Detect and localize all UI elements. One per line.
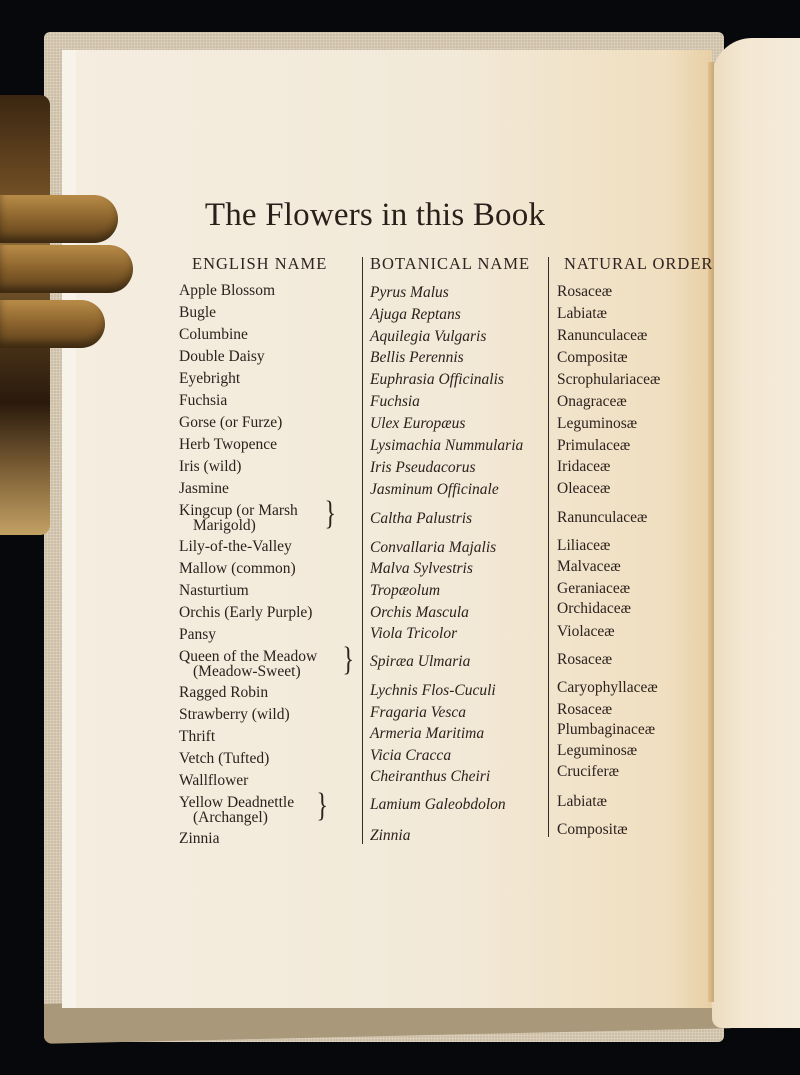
natural-order-cell: Scrophulariaceæ [557, 371, 661, 388]
botanical-name-cell: Orchis Mascula [370, 604, 469, 621]
english-name: Fuchsia [179, 392, 228, 409]
botanical-name-cell: Lychnis Flos-Cuculi [370, 682, 496, 699]
botanical-name-cell: Zinnia [370, 827, 411, 844]
natural-order-cell: Rosaceæ [557, 701, 613, 718]
natural-order-cell: Iridaceæ [557, 458, 611, 475]
english-name: Orchis (Early Purple) [179, 604, 313, 621]
english-name-cell [179, 773, 248, 788]
english-name: Zinnia [179, 830, 220, 847]
english-name-cell [179, 539, 292, 554]
english-name: Herb Twopence [179, 436, 278, 453]
english-name: Queen of the Meadow [179, 648, 318, 665]
english-name: Double Daisy [179, 348, 265, 365]
english-name: Gorse (or Furze) [179, 414, 283, 431]
botanical-name-cell: Ulex Europæus [370, 415, 466, 432]
botanical-name-cell: Viola Tricolor [370, 625, 458, 642]
english-name: Jasmine [179, 480, 229, 497]
natural-order-cell: Ranunculaceæ [557, 327, 648, 344]
natural-order-cell: Rosaceæ [557, 283, 613, 300]
english-name: Ragged Robin [179, 684, 269, 701]
column-divider [548, 257, 549, 837]
english-name: Eyebright [179, 370, 241, 387]
english-name-cell [179, 561, 296, 576]
botanical-name-cell: Jasminum Officinale [370, 481, 499, 498]
english-name: Pansy [179, 626, 217, 643]
english-name-line2: Marigold) [193, 517, 256, 534]
english-name-line2: (Archangel) [193, 809, 268, 826]
natural-order-cell: Liliaceæ [557, 537, 611, 554]
botanical-name-cell: Bellis Perennis [370, 349, 464, 366]
english-name-cell [179, 751, 269, 766]
column-header-botanical-name: BOTANICAL NAME [370, 254, 531, 273]
natural-order-cell: Malvaceæ [557, 558, 621, 575]
english-name: Bugle [179, 304, 217, 321]
natural-order-cell: Violaceæ [557, 623, 615, 640]
natural-order-cell: Leguminosæ [557, 742, 638, 759]
natural-order-cell: Compositæ [557, 821, 628, 838]
botanical-name-cell: Cheiranthus Cheiri [370, 768, 491, 785]
english-name-cell [179, 371, 240, 386]
english-name: Columbine [179, 326, 248, 343]
english-name: Thrift [179, 728, 216, 745]
english-name-cell [179, 685, 268, 700]
english-name-cell [179, 305, 216, 320]
english-name-cell [179, 437, 277, 452]
english-name-cell [179, 583, 249, 598]
english-name-cell [179, 605, 312, 620]
botanical-name-cell: Fragaria Vesca [370, 704, 467, 721]
natural-order-cell: Orchidaceæ [557, 600, 632, 617]
botanical-name-cell: Iris Pseudacorus [370, 459, 476, 476]
english-name: Iris (wild) [179, 458, 242, 475]
english-name-cell [179, 349, 265, 364]
natural-order-cell: Caryophyllaceæ [557, 679, 658, 696]
natural-order-cell: Onagraceæ [557, 393, 627, 410]
natural-order-cell: Leguminosæ [557, 415, 638, 432]
natural-order-cell: Labiatæ [557, 793, 607, 810]
left-page [62, 50, 712, 1008]
botanical-name-cell: Fuchsia [370, 393, 420, 410]
botanical-name-cell: Armeria Maritima [370, 725, 485, 742]
page-title-text: The Flowers in this Book [204, 197, 546, 233]
english-name-cell [179, 795, 294, 825]
english-name-cell [179, 459, 241, 474]
right-page [712, 38, 800, 1028]
english-name-cell [179, 415, 282, 430]
brass-finger [0, 300, 105, 348]
english-name-cell [179, 503, 298, 533]
english-name-cell [179, 327, 248, 342]
english-name: Apple Blossom [179, 282, 276, 299]
english-name: Strawberry (wild) [179, 706, 290, 723]
english-name-cell [179, 627, 216, 642]
english-name: Nasturtium [179, 582, 249, 599]
column-divider [362, 257, 363, 844]
botanical-name-cell: Aquilegia Vulgaris [370, 328, 487, 345]
english-name: Vetch (Tufted) [179, 750, 270, 767]
natural-order-cell: Ranunculaceæ [557, 509, 648, 526]
english-name: Yellow Deadnettle [179, 794, 295, 811]
botanical-name-cell: Caltha Palustris [370, 510, 473, 527]
column-header-natural-order: NATURAL ORDER [564, 254, 714, 273]
botanical-name-cell: Ajuga Reptans [370, 306, 461, 323]
botanical-name-cell: Tropæolum [370, 582, 441, 599]
natural-order-cell: Geraniaceæ [557, 580, 631, 597]
botanical-name-cell: Lysimachia Nummularia [370, 437, 524, 454]
natural-order-cell: Cruciferæ [557, 763, 619, 780]
page-margin-edge [62, 50, 76, 1008]
english-name-cell [179, 283, 275, 298]
page-title [0, 197, 800, 234]
brace-icon: } [324, 495, 336, 532]
english-name: Mallow (common) [179, 560, 296, 577]
english-name-cell [179, 707, 290, 722]
botanical-name-cell: Spiræa Ulmaria [370, 653, 471, 670]
english-name-line2: (Meadow-Sweet) [193, 663, 301, 680]
natural-order-cell: Rosaceæ [557, 651, 613, 668]
english-name-cell [179, 831, 219, 846]
botanical-name-cell: Convallaria Majalis [370, 539, 497, 556]
natural-order-cell: Compositæ [557, 349, 628, 366]
natural-order-cell: Oleaceæ [557, 480, 611, 497]
brace-icon: } [342, 641, 354, 678]
botanical-name-cell: Vicia Cracca [370, 747, 452, 764]
english-name-cell [179, 393, 227, 408]
english-name-cell [179, 481, 229, 496]
natural-order-cell: Plumbaginaceæ [557, 721, 656, 738]
column-header-english-name: ENGLISH NAME [192, 254, 328, 273]
english-name: Wallflower [179, 772, 249, 789]
english-name-cell [179, 729, 215, 744]
botanical-name-cell: Lamium Galeobdolon [370, 796, 506, 813]
english-name: Kingcup (or Marsh [179, 502, 298, 519]
english-name-cell [179, 649, 317, 679]
brace-icon: } [316, 787, 328, 824]
natural-order-cell: Labiatæ [557, 305, 607, 322]
botanical-name-cell: Malva Sylvestris [370, 560, 473, 577]
brass-finger [0, 245, 133, 293]
botanical-name-cell: Euphrasia Officinalis [370, 371, 504, 388]
natural-order-cell: Primulaceæ [557, 437, 631, 454]
english-name: Lily-of-the-Valley [179, 538, 292, 555]
botanical-name-cell: Pyrus Malus [370, 284, 449, 301]
